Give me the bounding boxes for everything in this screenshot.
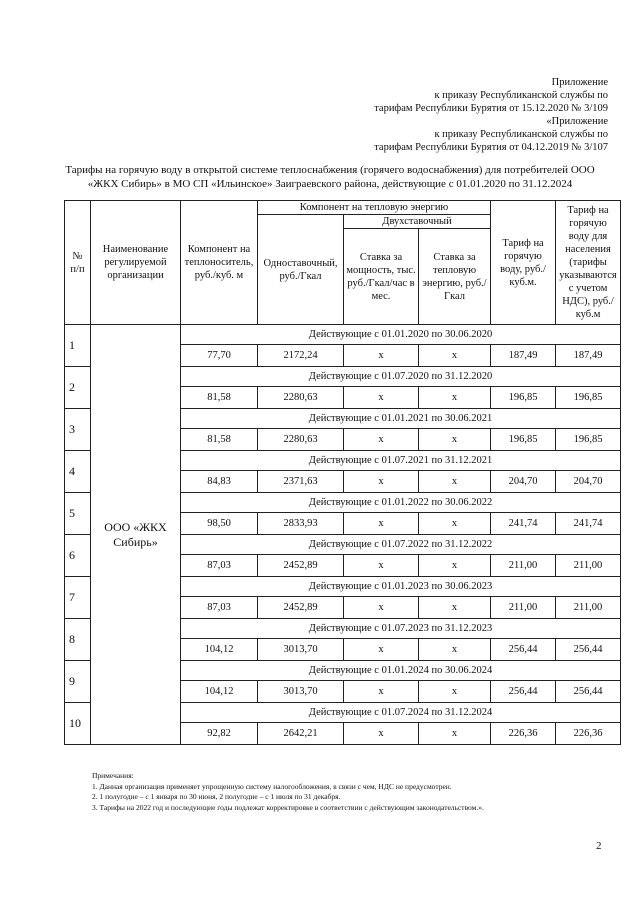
header-energy-rate: Ставка за тепловую энергию, руб./Гкал <box>419 229 491 325</box>
title-line-2: «ЖКХ Сибирь» в МО СП «Ильинское» Заиграевского района, действующие с 01.01.2020 по 31.12.2024 <box>87 178 573 190</box>
cell-energy: x <box>419 387 491 409</box>
cell-energy: x <box>419 471 491 493</box>
cell-power: x <box>344 639 419 661</box>
header-power: Ставка за мощность, тыс. руб./Гкал/час в мес. <box>344 229 419 325</box>
row-number: 2 <box>65 367 91 409</box>
cell-tariff: 241,74 <box>491 513 556 535</box>
row-number: 3 <box>65 409 91 451</box>
period-label: Действующие с 01.01.2020 по 30.06.2020 <box>181 325 621 345</box>
row-number: 10 <box>65 703 91 745</box>
note-item: 3. Тарифы на 2022 год и последующие годы подлежат корректировке в соответствии с действующим законодательством.». <box>92 802 484 812</box>
cell-tariff: 256,44 <box>491 681 556 703</box>
title-line-1: Тарифы на горячую воду в открытой системе теплоснабжения (горячего водоснабжения) для потребителей ООО <box>65 164 595 176</box>
cell-energy: x <box>419 597 491 619</box>
cell-carrier: 104,12 <box>181 681 258 703</box>
header-num: № п/п <box>65 201 91 325</box>
note-item: 1. Данная организация применяет упрощенную систему налогообложения, в связи с чем, НДС не предусмотрен. <box>92 781 452 791</box>
cell-single: 2280,63 <box>258 387 344 409</box>
header-energy-group: Компонент на тепловую энергию <box>258 201 491 215</box>
cell-carrier: 77,70 <box>181 345 258 367</box>
cell-population: 211,00 <box>556 555 621 577</box>
cell-tariff: 226,36 <box>491 723 556 745</box>
cell-energy: x <box>419 513 491 535</box>
header-tariff: Тариф на горячую воду, руб./куб.м. <box>491 201 556 325</box>
cell-power: x <box>344 471 419 493</box>
header-org: Наименование регулируемой организации <box>91 201 181 325</box>
cell-single: 2452,89 <box>258 555 344 577</box>
cell-tariff: 211,00 <box>491 555 556 577</box>
header-population: Тариф на горячую воду для населения (тарифы указываются с учетом НДС), руб./куб.м <box>556 201 621 325</box>
header-line: к приказу Республиканской службы по <box>434 129 608 140</box>
page-number: 2 <box>596 840 602 852</box>
period-label: Действующие с 01.07.2024 по 31.12.2024 <box>181 703 621 723</box>
header-carrier: Компонент на теплоноситель, руб./куб. м <box>181 201 258 325</box>
header-line: тарифам Республики Бурятия от 15.12.2020 № 3/109 <box>374 103 608 114</box>
cell-energy: x <box>419 639 491 661</box>
cell-population: 226,36 <box>556 723 621 745</box>
row-number: 4 <box>65 451 91 493</box>
cell-power: x <box>344 723 419 745</box>
period-label: Действующие с 01.01.2023 по 30.06.2023 <box>181 577 621 597</box>
cell-single: 2371,63 <box>258 471 344 493</box>
cell-power: x <box>344 555 419 577</box>
header-single: Одноставочный, руб./Гкал <box>258 215 344 325</box>
period-label: Действующие с 01.07.2021 по 31.12.2021 <box>181 451 621 471</box>
document-header <box>374 76 608 154</box>
cell-tariff: 196,85 <box>491 387 556 409</box>
header-line: «Приложение <box>546 116 608 127</box>
cell-power: x <box>344 345 419 367</box>
row-number: 6 <box>65 535 91 577</box>
cell-energy: x <box>419 555 491 577</box>
cell-population: 196,85 <box>556 429 621 451</box>
cell-power: x <box>344 387 419 409</box>
tariff-table <box>64 200 621 745</box>
cell-power: x <box>344 681 419 703</box>
cell-single: 2833,93 <box>258 513 344 535</box>
cell-population: 256,44 <box>556 681 621 703</box>
cell-tariff: 211,00 <box>491 597 556 619</box>
header-line: к приказу Республиканской службы по <box>434 90 608 101</box>
cell-carrier: 87,03 <box>181 597 258 619</box>
row-number: 7 <box>65 577 91 619</box>
cell-energy: x <box>419 681 491 703</box>
cell-carrier: 81,58 <box>181 429 258 451</box>
note-item: 2. 1 полугодие – с 1 января по 30 июня, 2 полугодие – с 1 июля по 31 декабря. <box>92 792 341 801</box>
cell-population: 187,49 <box>556 345 621 367</box>
cell-energy: x <box>419 429 491 451</box>
cell-carrier: 104,12 <box>181 639 258 661</box>
notes <box>92 771 484 813</box>
notes-title: Примечания: <box>92 771 134 780</box>
period-label: Действующие с 01.01.2024 по 30.06.2024 <box>181 661 621 681</box>
cell-population: 241,74 <box>556 513 621 535</box>
cell-power: x <box>344 429 419 451</box>
row-number: 5 <box>65 493 91 535</box>
period-label: Действующие с 01.01.2021 по 30.06.2021 <box>181 409 621 429</box>
cell-population: 204,70 <box>556 471 621 493</box>
row-number: 1 <box>65 325 91 367</box>
header-line: тарифам Республики Бурятия от 04.12.2019 № 3/107 <box>374 142 608 153</box>
cell-tariff: 187,49 <box>491 345 556 367</box>
cell-power: x <box>344 513 419 535</box>
org-name: ООО «ЖКХ Сибирь» <box>91 325 181 745</box>
cell-single: 2452,89 <box>258 597 344 619</box>
cell-population: 256,44 <box>556 639 621 661</box>
cell-single: 3013,70 <box>258 681 344 703</box>
row-number: 9 <box>65 661 91 703</box>
cell-population: 211,00 <box>556 597 621 619</box>
period-label: Действующие с 01.07.2023 по 31.12.2023 <box>181 619 621 639</box>
cell-tariff: 256,44 <box>491 639 556 661</box>
cell-carrier: 98,50 <box>181 513 258 535</box>
header-two-part: Двухставочный <box>344 215 491 229</box>
cell-tariff: 196,85 <box>491 429 556 451</box>
row-number: 8 <box>65 619 91 661</box>
cell-carrier: 84,83 <box>181 471 258 493</box>
cell-carrier: 81,58 <box>181 387 258 409</box>
cell-single: 2172,24 <box>258 345 344 367</box>
period-label: Действующие с 01.07.2020 по 31.12.2020 <box>181 367 621 387</box>
period-label: Действующие с 01.01.2022 по 30.06.2022 <box>181 493 621 513</box>
cell-power: x <box>344 597 419 619</box>
cell-single: 2642,21 <box>258 723 344 745</box>
cell-tariff: 204,70 <box>491 471 556 493</box>
cell-energy: x <box>419 723 491 745</box>
header-line: Приложение <box>551 77 608 88</box>
document-title <box>60 163 600 191</box>
cell-single: 2280,63 <box>258 429 344 451</box>
cell-population: 196,85 <box>556 387 621 409</box>
cell-carrier: 92,82 <box>181 723 258 745</box>
cell-carrier: 87,03 <box>181 555 258 577</box>
cell-single: 3013,70 <box>258 639 344 661</box>
cell-energy: x <box>419 345 491 367</box>
period-label: Действующие с 01.07.2022 по 31.12.2022 <box>181 535 621 555</box>
